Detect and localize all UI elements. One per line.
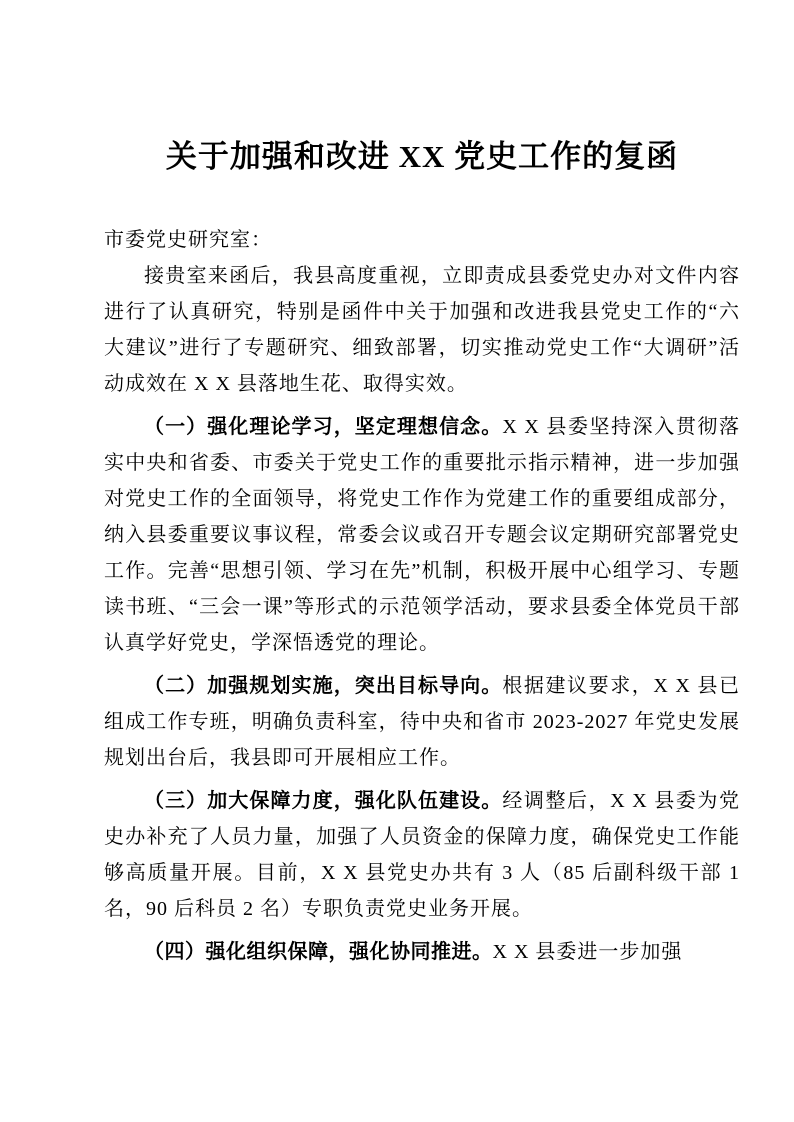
section-paragraph-4 <box>104 934 740 970</box>
salutation: 市委党史研究室： <box>104 229 272 251</box>
document-title: 关于加强和改进 XX 党史工作的复函 <box>165 139 679 174</box>
section-1-body: X X 县委坚持深入贯彻落实中央和省委、市委关于党史工作的重要批示指示精神，进一步加强对党史工作的全面领导，将党史工作作为党建工作的重要组成部分，纳入县委重要议事议程，常委会议或召开专题会议定期研究部署党史工作。完善“思想引领、学习在先”机制，积极开展中心组学习、专题读书班、“三会一课”等形式的示范领学活动，要求县委全体党员干部认真学好党史，学深悟透党的理论。 <box>104 416 740 654</box>
section-1-heading: （一）强化理论学习，坚定理想信念。 <box>144 416 503 438</box>
section-paragraph-3 <box>104 783 740 927</box>
section-4-heading: （四）强化组织保障，强化协同推进。 <box>144 941 493 963</box>
section-paragraph-1 <box>104 409 740 661</box>
section-3-body: 经调整后，X X 县委为党史办补充了人员力量，加强了人员资金的保障力度，确保党史工作能够高质量开展。目前，X X 县党史办共有 3 人（85 后副科级干部 1 名，90 后科员 2 名）专职负责党史业务开展。 <box>104 790 740 920</box>
section-2-body: 根据建议要求，X X 县已组成工作专班，明确负责科室，待中央和省市 2023-2027 年党史发展规划出台后，我县即可开展相应工作。 <box>104 675 740 769</box>
section-2-heading: （二）加强规划实施，突出目标导向。 <box>144 675 503 697</box>
section-4-body: X X 县委进一步加强 <box>492 941 683 963</box>
intro-paragraph: 接贵室来函后，我县高度重视，立即责成县委党史办对文件内容进行了认真研究，特别是函件中关于加强和改进我县党史工作的“六大建议”进行了专题研究、细致部署，切实推动党史工作“大调研”活动成效在 X X 县落地生花、取得实效。 <box>104 265 740 395</box>
section-paragraph-2 <box>104 668 740 776</box>
section-3-heading: （三）加大保障力度，强化队伍建设。 <box>144 790 503 812</box>
